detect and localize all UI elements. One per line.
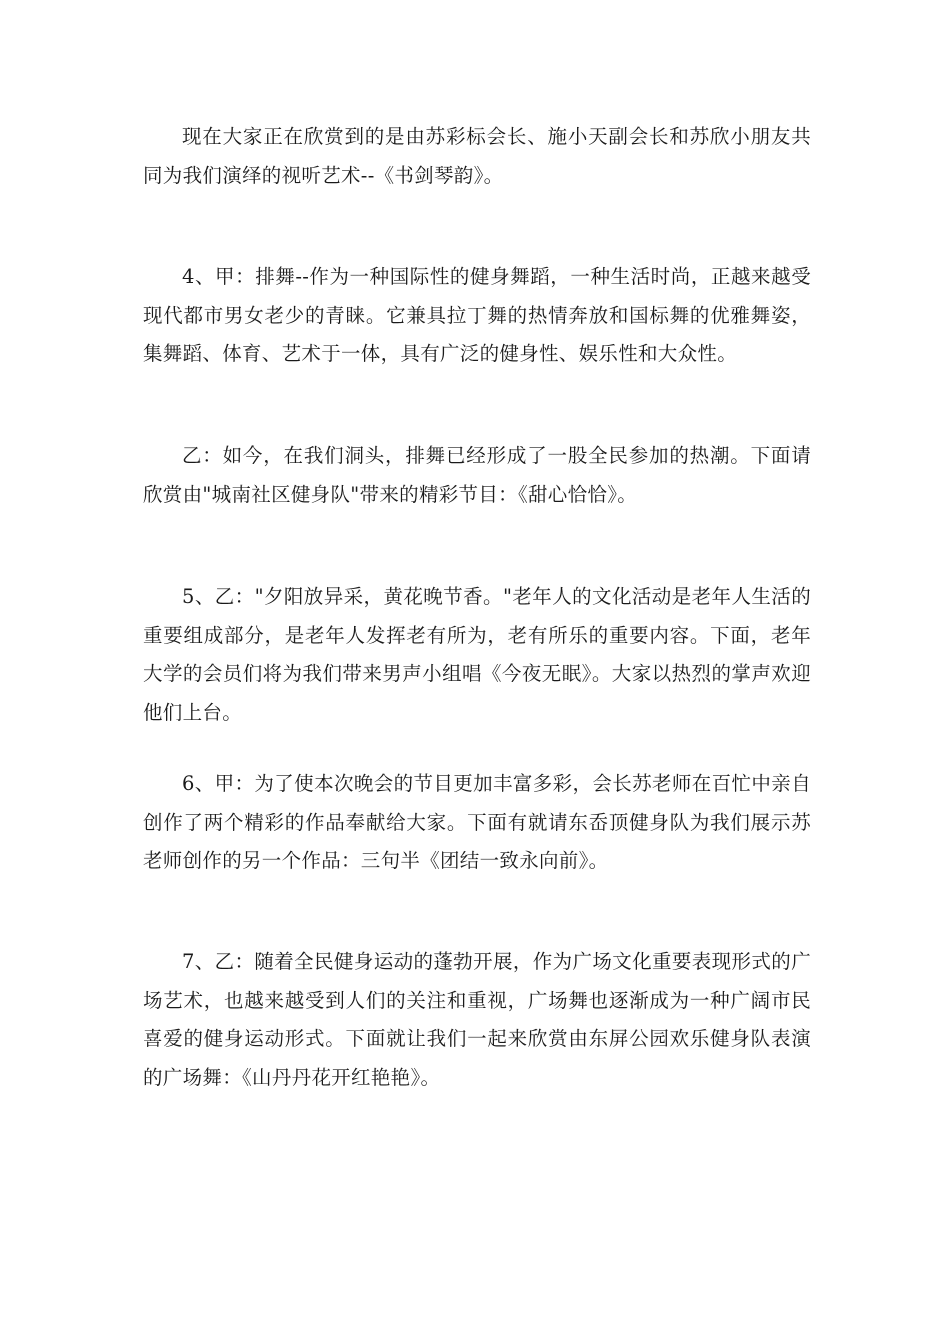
paragraph-item-6-sanjuban: 6、甲：为了使本次晚会的节目更加丰富多彩，会长苏老师在百忙中亲自创作了两个精彩的作品奉献给大家。下面有就请东岙顶健身队为我们展示苏老师创作的另一个作品：三句半《团结一致永向前》。 [143, 772, 811, 872]
paragraph-intro-shujian-qinyun: 现在大家正在欣赏到的是由苏彩标会长、施小天副会长和苏欣小朋友共同为我们演绎的视听艺术--《书剑琴韵》。 [143, 125, 811, 187]
paragraph-line-dance-intro: 乙：如今，在我们洞头，排舞已经形成了一股全民参加的热潮。下面请欣赏由"城南社区健身队"带来的精彩节目：《甜心恰恰》。 [143, 444, 811, 506]
paragraph-item-7-square-dance: 7、乙：随着全民健身运动的蓬勃开展，作为广场文化重要表现形式的广场艺术，也越来越受到人们的关注和重视，广场舞也逐渐成为一种广阔市民喜爱的健身运动形式。下面就让我们一起来欣赏由东屏公园欢乐健身队表演的广场舞：《山丹丹花开红艳艳》。 [143, 950, 811, 1089]
paragraph-item-4-line-dance: 4、甲：排舞--作为一种国际性的健身舞蹈，一种生活时尚，正越来越受现代都市男女老少的青睐。它兼具拉丁舞的热情奔放和国标舞的优雅舞姿，集舞蹈、体育、艺术于一体，具有广泛的健身性、娱乐性和大众性。 [143, 265, 811, 365]
paragraph-item-5-elderly-chorus: 5、乙："夕阳放异采，黄花晚节香。"老年人的文化活动是老年人生活的重要组成部分，是老年人发挥老有所为，老有所乐的重要内容。下面，老年大学的会员们将为我们带来男声小组唱《今夜无眠》。大家以热烈的掌声欢迎他们上台。 [143, 585, 811, 724]
